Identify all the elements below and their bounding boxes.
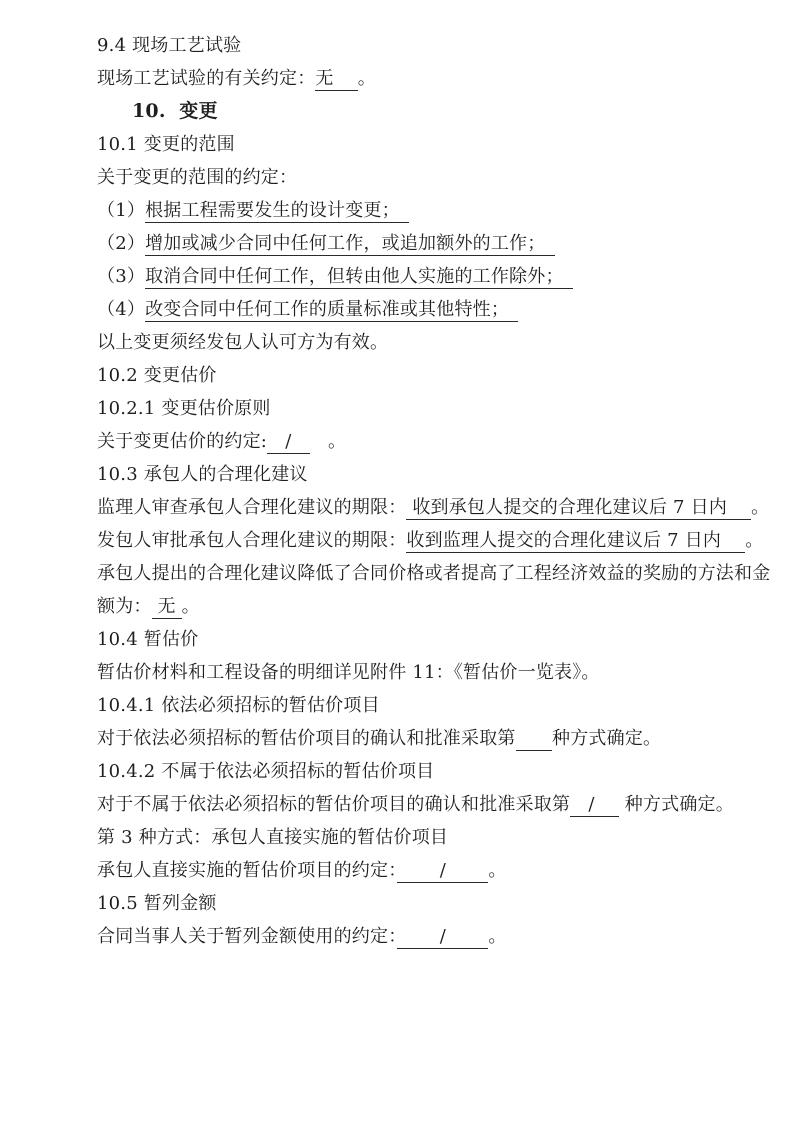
fillin-field: / bbox=[397, 926, 489, 947]
fillin-field: 无 bbox=[315, 68, 358, 89]
section-heading bbox=[97, 95, 777, 128]
text-segment: （3） bbox=[97, 266, 146, 287]
text-segment: 承包人直接实施的暂估价项目的约定： bbox=[97, 860, 398, 881]
text-segment: 发包人审批承包人合理化建议的期限： bbox=[97, 530, 407, 551]
fillin-field: / bbox=[397, 860, 489, 881]
document-line bbox=[97, 392, 777, 425]
text-segment: 以上变更须经发包人认可方为有效。 bbox=[97, 332, 389, 353]
document-content bbox=[97, 29, 777, 953]
text-segment: 额为： bbox=[97, 596, 152, 617]
text-segment: （4） bbox=[97, 299, 146, 320]
document-line bbox=[97, 689, 777, 722]
document-line bbox=[97, 557, 777, 590]
fillin-field: 收到监理人提交的合理化建议后 7 日内 bbox=[406, 530, 746, 551]
document-line bbox=[97, 524, 777, 557]
document-line bbox=[97, 161, 777, 194]
text-segment: 10.4.1 依法必须招标的暂估价项目 bbox=[97, 695, 380, 716]
text-segment: 。 bbox=[745, 530, 764, 551]
document-line bbox=[97, 194, 777, 227]
document-line bbox=[97, 29, 777, 62]
document-line bbox=[97, 887, 777, 920]
text-segment: 种方式确定。 bbox=[552, 728, 662, 749]
text-segment: 种方式确定。 bbox=[618, 794, 734, 815]
text-segment: 。 bbox=[488, 926, 507, 947]
text-segment: 。 bbox=[357, 68, 376, 89]
fillin-field: 取消合同中任何工作，但转由他人实施的工作除外； bbox=[145, 266, 573, 287]
document-line bbox=[97, 62, 777, 95]
fillin-field: 改变合同中任何工作的质量标准或其他特性； bbox=[145, 299, 519, 320]
document-line bbox=[97, 854, 777, 887]
text-segment: 10. 变更 bbox=[132, 100, 218, 122]
document-line bbox=[97, 128, 777, 161]
fillin-field: 收到承包人提交的合理化建议后 7 日内 bbox=[406, 497, 752, 518]
text-segment: 10.5 暂列金额 bbox=[97, 893, 217, 914]
text-segment: 。 bbox=[309, 431, 347, 452]
document-line bbox=[97, 326, 777, 359]
document-line bbox=[97, 425, 777, 458]
text-segment: 。 bbox=[488, 860, 507, 881]
text-segment: 9.4 现场工艺试验 bbox=[97, 35, 242, 56]
document-line bbox=[97, 623, 777, 656]
document-line bbox=[97, 590, 777, 623]
text-segment: 承包人提出的合理化建议降低了合同价格或者提高了工程经济效益的奖励的方法和金 bbox=[97, 563, 771, 584]
document-line bbox=[97, 293, 777, 326]
document-line bbox=[97, 821, 777, 854]
text-segment: 。 bbox=[181, 596, 200, 617]
text-segment: 监理人审查承包人合理化建议的期限： bbox=[97, 497, 407, 518]
fillin-field: 根据工程需要发生的设计变更； bbox=[145, 200, 410, 221]
text-segment: 现场工艺试验的有关约定： bbox=[97, 68, 316, 89]
document-line bbox=[97, 458, 777, 491]
text-segment: 对于依法必须招标的暂估价项目的确认和批准采取第 bbox=[97, 728, 516, 749]
document-line bbox=[97, 788, 777, 821]
text-segment: 10.2 变更估价 bbox=[97, 365, 217, 386]
fillin-field: 增加或减少合同中任何工作，或追加额外的工作； bbox=[145, 233, 555, 254]
fillin-field: 无 bbox=[151, 596, 182, 617]
text-segment: 关于变更估价的约定: bbox=[97, 431, 268, 452]
fillin-field bbox=[516, 728, 552, 751]
text-segment: 关于变更的范围的约定： bbox=[97, 167, 298, 188]
text-segment: 10.3 承包人的合理化建议 bbox=[97, 464, 308, 485]
document-line bbox=[97, 227, 777, 260]
document-line bbox=[97, 920, 777, 953]
document-line bbox=[97, 260, 777, 293]
text-segment: 10.2.1 变更估价原则 bbox=[97, 398, 271, 419]
text-segment: 10.4 暂估价 bbox=[97, 629, 199, 650]
fillin-field: / bbox=[570, 794, 619, 815]
document-line bbox=[97, 755, 777, 788]
text-segment: （1） bbox=[97, 200, 146, 221]
text-segment: 10.4.2 不属于依法必须招标的暂估价项目 bbox=[97, 761, 435, 782]
document-line bbox=[97, 656, 777, 689]
fillin-field: / bbox=[267, 431, 310, 452]
document-line bbox=[97, 491, 777, 524]
document-line bbox=[97, 359, 777, 392]
text-segment: 合同当事人关于暂列金额使用的约定： bbox=[97, 926, 398, 947]
text-segment: 第 3 种方式：承包人直接实施的暂估价项目 bbox=[97, 827, 449, 848]
text-segment: 。 bbox=[751, 497, 770, 518]
text-segment: 暂估价材料和工程设备的明细详见附件 11：《暂估价一览表》。 bbox=[97, 662, 600, 683]
text-segment: （2） bbox=[97, 233, 146, 254]
document-line bbox=[97, 722, 777, 755]
text-segment: 对于不属于依法必须招标的暂估价项目的确认和批准采取第 bbox=[97, 794, 571, 815]
text-segment: 10.1 变更的范围 bbox=[97, 134, 235, 155]
